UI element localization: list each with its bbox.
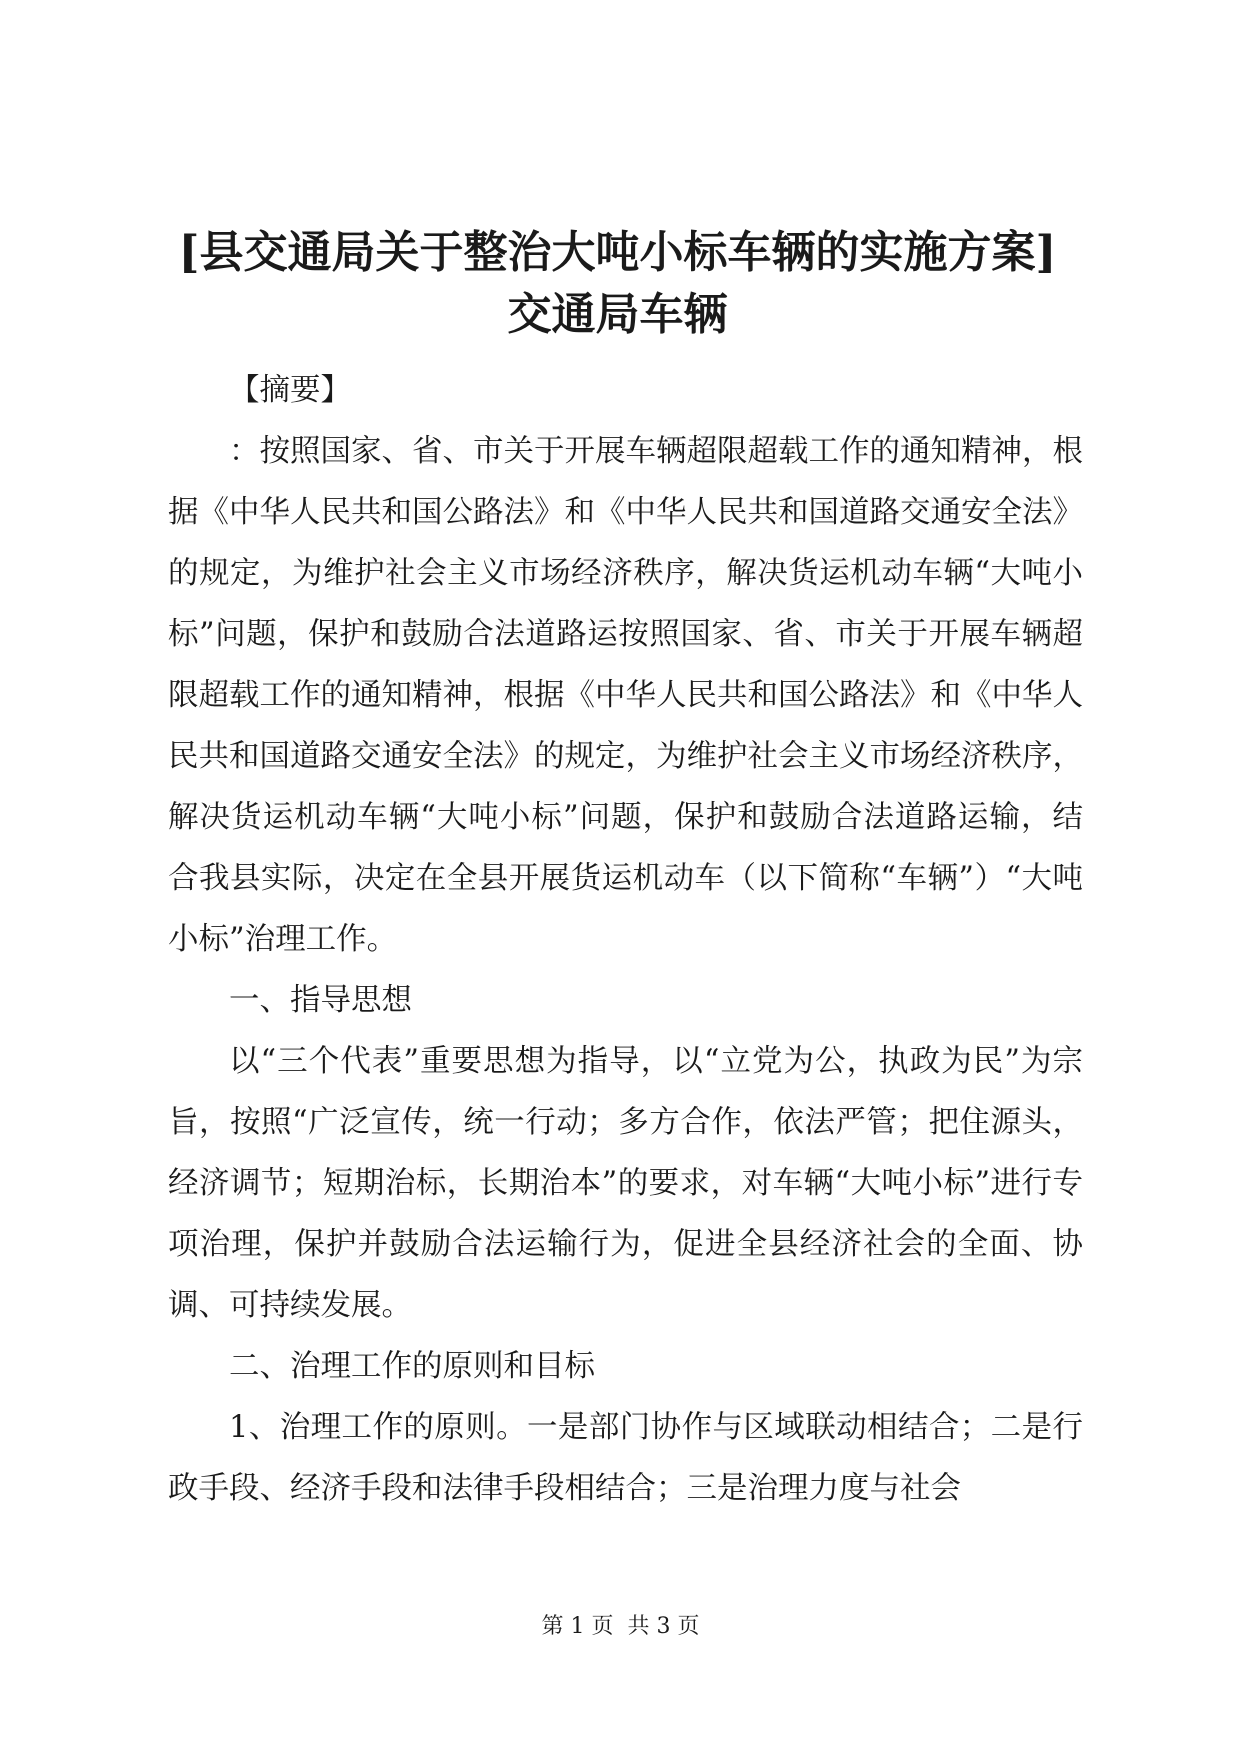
- document-title: [150, 222, 1085, 346]
- page-footer: [0, 1612, 1241, 1642]
- abstract-label: 【摘要】: [229, 373, 351, 408]
- abstract-paragraph: ：按照国家、省、市关于开展车辆超限超载工作的通知精神，根据《中华人民共和国公路法》和《中华人民共和国道路交通安全法》的规定，为维护社会主义市场经济秩序，解决货运机动车辆“大吨小标”问题，保护和鼓励合法道路运按照国家、省、市关于开展车辆超限超载工作的通知精神，根据《中华人民共和国公路法》和《中华人民共和国道路交通安全法》的规定，为维护社会主义市场经济秩序，解决货运机动车辆“大吨小标”问题，保护和鼓励合法道路运输，结合我县实际，决定在全县开展货运机动车（以下简称“车辆”）“大吨小标”治理工作。: [168, 434, 1083, 957]
- section-heading-guiding-ideology: 一、指导思想: [229, 983, 412, 1018]
- document-body: [168, 360, 1083, 1519]
- page-number: 第 1 页 共 3 页: [541, 1614, 700, 1639]
- section-heading-principles-goals: 二、治理工作的原则和目标: [229, 1349, 595, 1384]
- principles-paragraph: 1、治理工作的原则。一是部门协作与区域联动相结合；二是行政手段、经济手段和法律手段相结合；三是治理力度与社会: [168, 1410, 1083, 1506]
- title-line-2: 交通局车辆: [507, 289, 728, 340]
- guiding-ideology-paragraph: 以“三个代表”重要思想为指导，以“立党为公，执政为民”为宗旨，按照“广泛宣传，统一行动；多方合作，依法严管；把住源头，经济调节；短期治标，长期治本”的要求，对车辆“大吨小标”进行专项治理，保护并鼓励合法运输行为，促进全县经济社会的全面、协调、可持续发展。: [168, 1044, 1083, 1323]
- title-line-1: [县交通局关于整治大吨小标车辆的实施方案]: [178, 227, 1057, 278]
